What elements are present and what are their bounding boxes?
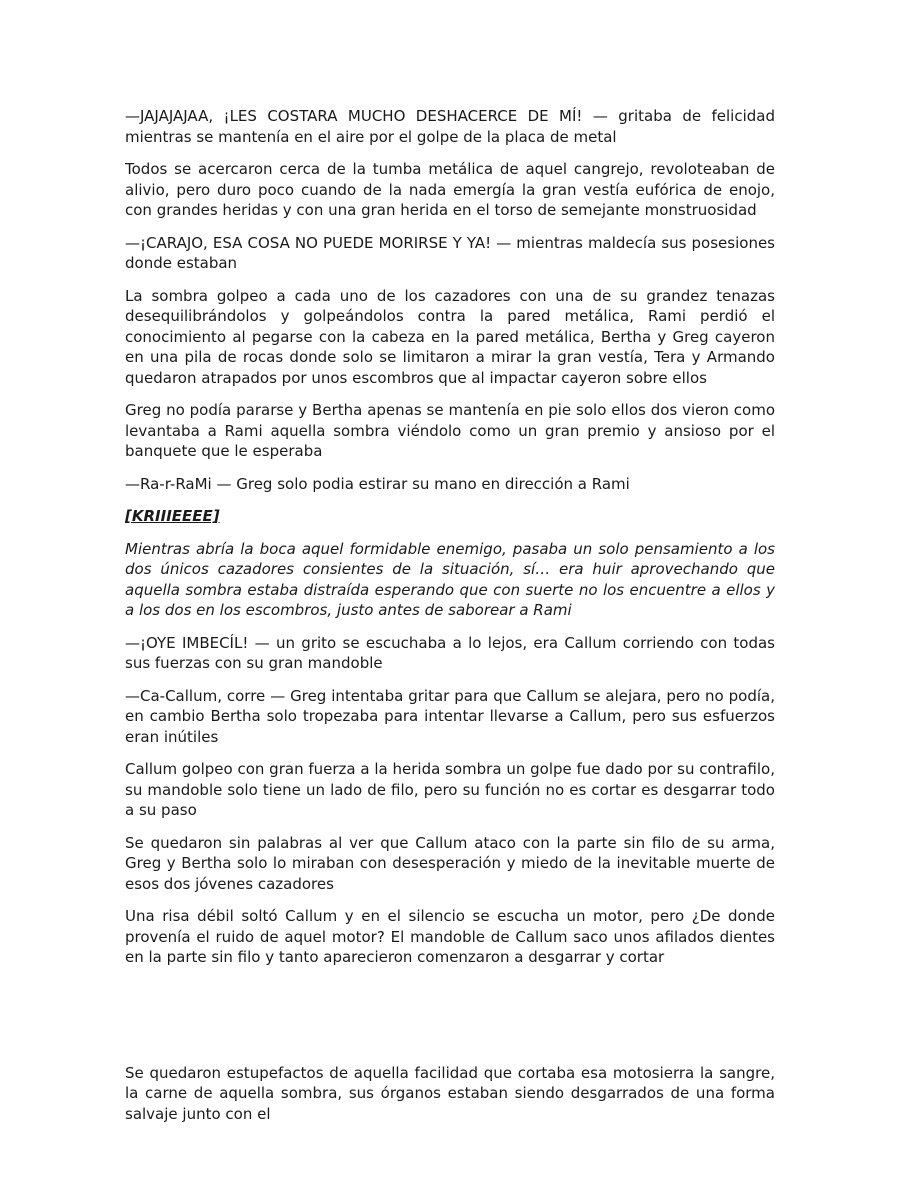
paragraph-speechless: Se quedaron sin palabras al ver que Callum ataco con la parte sin filo de su arma, Greg y Bertha solo lo miraban con desesperación y miedo de la inevitable muerte de esos dos jóvenes cazadores [125,833,775,893]
paragraph-motor-sound: Una risa débil soltó Callum y en el silencio se escucha un motor, pero ¿De donde provenía el ruido de aquel motor? El mandoble de Callum saco unos afilados dientes en la parte sin filo y tanto aparecieron comenzaron a desgarrar y cortar [125,907,775,966]
paragraph-crab-tomb: Todos se acercaron cerca de la tumba metálica de aquel cangrejo, revoloteaban de alivio, pero duro poco cuando de la nada emergía la gran vestía eufórica de enojo, con grandes heridas y con una gran herida en el torso de semejante monstruosidad [125,160,775,219]
paragraph-dialogue-laugh: —JAJAJAJAA, ¡LES COSTARA MUCHO DESHACERCE DE MÍ! — gritaba de felicidad mientras se mantenía en el aire por el golpe de la placa de metal [125,107,775,146]
paragraph-inner-thought: Mientras abría la boca aquel formidable enemigo, pasaba un solo pensamiento a los dos únicos cazadores consientes de la situación, sí… era huir aprovechando que aquella sombra estaba distraída esperando que con suerte no los encuentre a ellos y a los dos en los escombros, justo antes de saborear a Rami [125,539,775,619]
paragraph-dialogue-rami: —Ra-r-RaMi — Greg solo podia estirar su mano en dirección a Rami [125,474,630,493]
document-body [125,106,775,1136]
paragraph-dialogue-curse: —¡CARAJO, ESA COSA NO PUEDE MORIRSE Y YA! — mientras maldecía sus posesiones donde estaban [125,233,775,272]
paragraph-chainsaw: Se quedaron estupefactos de aquella facilidad que cortaba esa motosierra la sangre, la carne de aquella sombra, sus órganos estaban siendo desgarrados de una forma salvaje junto con el [125,1063,775,1123]
paragraph-dialogue-callum-shout: —¡OYE IMBECÍL! — un grito se escuchaba a lo lejos, era Callum corriendo con todas sus fuerzas con su gran mandoble [125,633,775,672]
sound-effect-text: [KRIIIEEEE] [125,507,220,525]
paragraph-dialogue-greg-warning: —Ca-Callum, corre — Greg intentaba gritar para que Callum se alejara, pero no podía, en cambio Bertha solo tropezaba para intentar llevarse a Callum, pero sus esfuerzos eran inútiles [125,686,775,746]
paragraph-shadow-attack: La sombra golpeo a cada uno de los cazadores con una de su grandez tenazas desequilibrándolos y golpeándolos contra la pared metálica, Rami perdió el conocimiento al pegarse con la cabeza en la pared metálica, Bertha y Greg cayeron en una pila de rocas donde solo se limitaron a mirar la gran vestía, Tera y Armando quedaron atrapados por unos escombros que al impactar cayeron sobre ellos [125,286,775,387]
paragraph-greg-bertha: Greg no podía pararse y Bertha apenas se mantenía en pie solo ellos dos vieron como levantaba a Rami aquella sombra viéndolo como un gran premio y ansioso por el banquete que le esperaba [125,401,775,460]
paragraph-callum-strike: Callum golpeo con gran fuerza a la herida sombra un golpe fue dado por su contrafilo, su mandoble solo tiene un lado de filo, pero su función no es cortar es desgarrar todo a su paso [125,760,775,819]
